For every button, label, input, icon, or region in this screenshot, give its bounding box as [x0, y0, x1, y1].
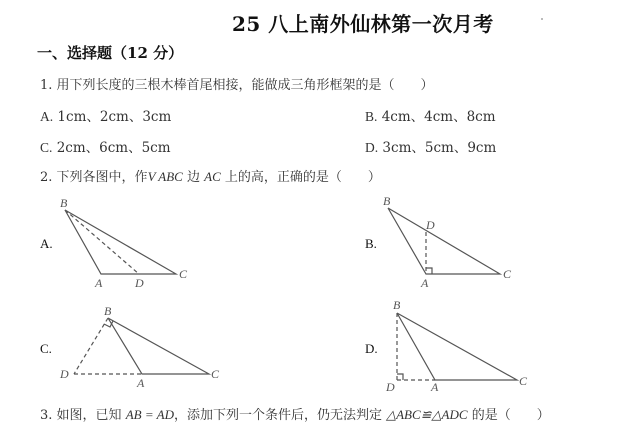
- question-number: 3.: [40, 408, 53, 423]
- figure-option-c[interactable]: C.: [40, 341, 52, 356]
- svg-text:C: C: [519, 374, 528, 388]
- figure-option-d[interactable]: D.: [365, 341, 378, 356]
- figure-b-triangle: [388, 208, 500, 274]
- svg-text:B: B: [104, 304, 112, 318]
- svg-text:D: D: [386, 380, 395, 394]
- question-number: 2.: [40, 170, 53, 185]
- figure-d-triangle: [397, 313, 517, 380]
- question-stem-mid: ，添加下列一个条件后，仍无法判定: [173, 408, 382, 423]
- svg-text:C: C: [503, 267, 512, 281]
- question-number: 1.: [40, 78, 53, 93]
- option-text: 2cm、6cm、5cm: [56, 140, 171, 156]
- question-stem-suffix: 上的高，正确的是（ ）: [224, 170, 381, 185]
- option-text: 3cm、5cm、9cm: [382, 140, 497, 156]
- option-label: C.: [40, 140, 53, 155]
- option-label: D.: [365, 140, 379, 155]
- svg-text:D: D: [135, 276, 144, 290]
- option-label: B.: [365, 109, 378, 124]
- svg-text:C: C: [211, 367, 220, 381]
- question-stem-prefix: 如图，已知: [56, 408, 122, 423]
- svg-text:A: A: [421, 276, 429, 290]
- triangle-notation: V ABC: [147, 169, 183, 184]
- option-label: A.: [40, 109, 54, 124]
- svg-text:A: A: [95, 276, 103, 290]
- question-3: [40, 404, 550, 423]
- svg-text:A: A: [431, 380, 439, 394]
- option-text: 1cm、2cm、3cm: [57, 109, 172, 125]
- figure-c-triangle: [74, 318, 209, 374]
- side-notation: AC: [204, 169, 221, 184]
- option-text: 4cm、4cm、8cm: [381, 109, 496, 125]
- section-heading: 一、选择题（12 分）: [37, 44, 184, 62]
- svg-text:B: B: [60, 196, 68, 210]
- figure-option-b[interactable]: B.: [365, 236, 377, 251]
- svg-text:B: B: [383, 194, 391, 208]
- exam-title: 25 八上南外仙林第一次月考: [232, 12, 494, 36]
- question-stem-mid: 边: [186, 170, 200, 185]
- figure-a-triangle: [65, 210, 176, 274]
- figure-option-a[interactable]: A.: [40, 236, 53, 251]
- congruence-statement: △ABC≌△ADC: [386, 407, 468, 422]
- svg-text:C: C: [179, 267, 188, 281]
- question-stem-suffix: 的是（ ）: [471, 408, 550, 423]
- given-condition: AB = AD: [125, 407, 174, 422]
- svg-text:B: B: [393, 298, 401, 312]
- question-stem: 用下列长度的三根木棒首尾相接，能做成三角形框架的是（ ）: [56, 78, 434, 93]
- svg-text:D: D: [426, 218, 435, 232]
- question-stem-prefix: 下列各图中，作: [56, 170, 148, 185]
- svg-text:D: D: [60, 367, 69, 381]
- svg-text:A: A: [137, 376, 145, 390]
